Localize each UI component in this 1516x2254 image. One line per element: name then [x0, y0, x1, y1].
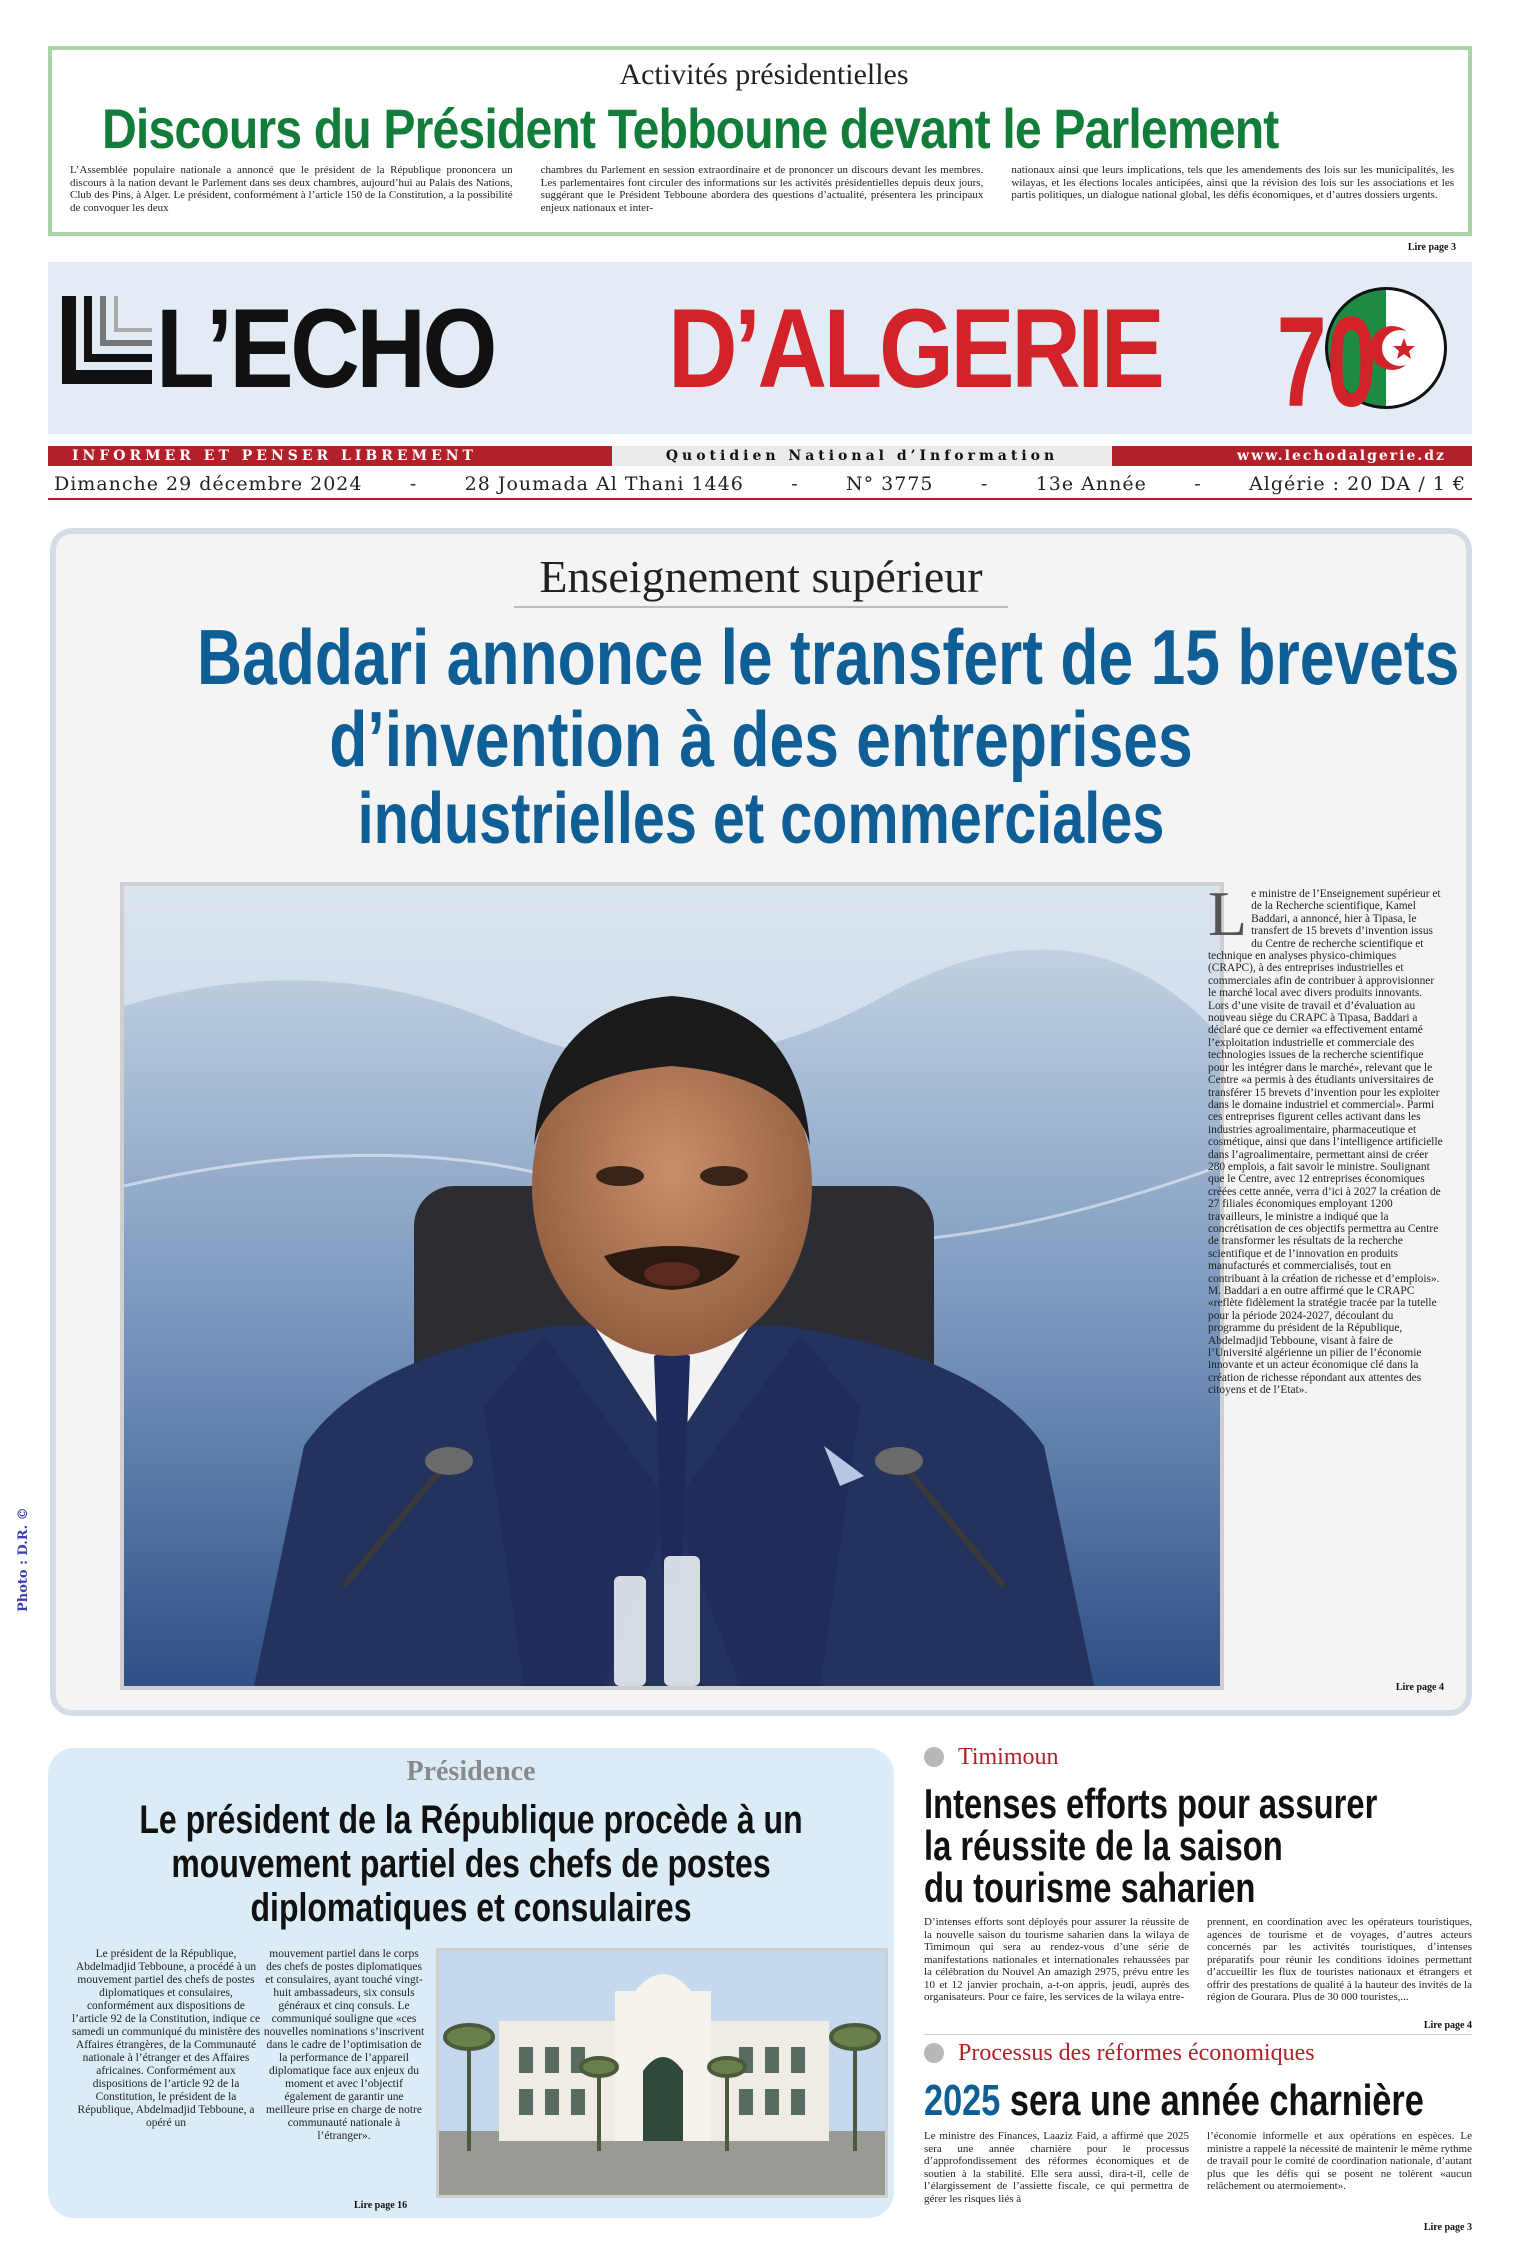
reformes-text: Le ministre des Finances, Laaziz Faid, a affirmé que 2025 sera une année charnière pour le processus d’approfondissement des réformes économiques et de soutien à la stabilité. Elle sera aussi, dira-t-il, celle de l’élargissement de l’assiette fiscale, ce qui permettra de gérer les risques liés à — [924, 2130, 1189, 2205]
main-story-headline-line[interactable]: industrielles et commerciales — [357, 779, 1165, 859]
timimoun-text: prennent, en coordination avec les opérateurs touristiques, agences de tourisme et de voyages, d’autres acteurs concernés par les activités touristiques, d’intenses préparatifs pour réunir les conditions idoines permettant d’accueillir les flux de touristes nationaux et étrangers et offrir des prestations de qualité à la hauteur des invités de la région de Gourara. Plus de 30 000 touristes,... — [1207, 1916, 1472, 2003]
dateline — [48, 470, 1472, 500]
section-divider — [924, 2034, 1472, 2035]
top-story-column: chambres du Parlement en session extraordinaire et de prononcer un discours devant les membres. Les parlementaires font circuler des informations sur les activités présidentielles depuis deux jours, suggérant que le Président Tebboune abordera des questions d’actualité, présentera les principaux enjeux nationaux et inter- — [540, 164, 984, 214]
reformes-read-more[interactable]: Lire page 3 — [1423, 2222, 1472, 2233]
reformes-columns — [924, 2130, 1472, 2205]
kicker-divider — [514, 606, 1008, 608]
masthead — [48, 262, 1472, 434]
presidence-headline-line[interactable]: diplomatiques et consulaires — [250, 1886, 692, 1930]
timimoun-headline-line[interactable]: Intenses efforts pour assurer — [924, 1780, 1378, 1827]
logo-wordmark-black: L’ECHO — [156, 286, 494, 411]
top-story-read-more[interactable]: Lire page 3 — [1407, 242, 1456, 253]
timimoun-kicker — [924, 1744, 1059, 1771]
main-story-read-more[interactable]: Lire page 4 — [1395, 1682, 1444, 1693]
reformes-text: l’économie informelle et aux opérations en espèces. Le ministre a rappelé la nécessité de maintenir le même rythme de travail pour le comité de coordination nationale, d’autant plus que les défis qui se posent ne tolèrent «aucun relâchement ou atermoiement». — [1207, 2130, 1472, 2192]
presidence-read-more[interactable]: Lire page 16 — [354, 2200, 408, 2211]
main-story-headline-line[interactable]: d’invention à des entreprises — [329, 695, 1193, 783]
minister-speaking-photo[interactable] — [120, 882, 1224, 1690]
reformes-kicker-text: Processus des réformes économiques — [958, 2040, 1315, 2066]
slogan: INFORMER ET PENSER LIBREMENT — [72, 448, 477, 464]
ministry-building-photo[interactable] — [436, 1948, 888, 2198]
anniversary-70-flag-icon — [1274, 278, 1454, 418]
main-story-kicker: Enseignement supérieur — [539, 551, 983, 602]
main-story-box — [50, 528, 1472, 1716]
timimoun-headline-line[interactable]: la réussite de la saison — [924, 1822, 1283, 1869]
logo-wordmark-red: D’ALGERIE — [668, 286, 1162, 411]
hijri-date: 28 Joumada Al Thani 1446 — [464, 473, 744, 495]
timimoun-text: D’intenses efforts sont déployés pour assurer la réussite de la nouvelle saison du tourisme saharien dans la wilaya de Timimoun qui sera au rendez-vous d’une série de manifestations nationales et internationales rehaussées par la célébration du Nouvel An amazigh 2975, prévu entre les 10 et 12 janvier prochain, a-t-on appris, jeudi, auprès des organisateurs. Pour ce faire, les services de la wilaya entre- — [924, 1916, 1189, 2003]
subtitle: Quotidien National d’Information — [612, 446, 1112, 466]
main-story-body — [1208, 878, 1444, 1397]
dateline-separator: - — [980, 473, 989, 495]
top-story-column: nationaux ainsi que leurs implications, tels que les amendements des lois sur les municipalités, les wilayas, et les élections locales anticipées, ainsi que la révision des lois sur les associations et les partis politiques, un dialogue national global, les défis économiques, et d’autres dossiers urgents. — [1011, 164, 1455, 201]
website-link[interactable]: www.lechodalgerie.dz — [1237, 448, 1446, 464]
reformes-kicker — [924, 2040, 1315, 2067]
drop-cap: L — [1208, 878, 1248, 949]
issue-number: N° 3775 — [845, 473, 934, 495]
presidence-column — [262, 1948, 426, 2143]
top-story-columns — [70, 164, 1454, 214]
logo-mark-icon — [62, 296, 152, 384]
reformes-headline[interactable] — [924, 2076, 1424, 2126]
reformes-headline-rest: sera une année charnière — [1000, 2076, 1424, 2125]
presidence-headline-line[interactable]: Le président de la République procède à un — [139, 1798, 803, 1842]
slogan-bar — [48, 446, 1472, 466]
minister-photo-illustration — [124, 886, 1220, 1686]
dateline-separator: - — [791, 473, 799, 495]
price: Algérie : 20 DA / 1 € — [1249, 473, 1466, 495]
top-story-headline[interactable]: Discours du Président Tebboune devant le Parlement — [102, 97, 1279, 160]
bullet-dot-icon — [924, 2043, 944, 2063]
dateline-separator: - — [1194, 473, 1202, 495]
main-story-headline-line[interactable]: Baddari annonce le transfert de 15 brevets — [197, 613, 1460, 701]
issue-date: Dimanche 29 décembre 2024 — [54, 473, 363, 495]
presidence-text: Le président de la République, Abdelmadjid Tebboune, a procédé à un mouvement partiel des chefs de postes diplomatiques et consulaires, conformément aux dispositions de l’article 92 de la Constitution, indique ce samedi un communiqué du ministère des Affaires étrangères, de la Communauté nationale à l’étranger et des Affaires africaines. Conformément aux dispositions de l’article 92 de la Constitution, le président de la République, Abdelmadjid Tebboune, a opéré un — [71, 1948, 261, 2129]
reformes-headline-year: 2025 — [924, 2076, 1001, 2125]
publication-year: 13e Année — [1035, 473, 1147, 495]
top-story-column: L’Assemblée populaire nationale a annoncé que le président de la République prononcera un discours à la nation devant le Parlement dans ses deux chambres, aujourd’hui au Palais des Nations, Club des Pins, à Alger. Le président, conformément à l’article 150 de la Constitution, a la possibilité de convoquer les deux — [70, 164, 513, 214]
timimoun-headline-line[interactable]: du tourisme saharien — [924, 1864, 1256, 1911]
main-story-text: e ministre de l’Enseignement supérieur et de la Recherche scientifique, Kamel Baddari, a annoncé, hier à Tipasa, le transfert de 15 brevets d’invention issus du Centre de recherche scientifique et technique en analyses physico-chimiques (CRAPC), à des entreprises industrielles et commerciales afin de contribuer à approvisionner le marché local avec divers produits innovants. Lors d’une visite de travail et d’évaluation au nouveau siège du CRAPC à Tipasa, Baddari a déclaré que ce dernier «a effectivement entamé l’exploitation industrielle et commerciale des technologies issues de la recherche scientifique pour les intégrer dans le marché», relevant que le Centre «a permis à des étudiants universitaires de transférer 15 brevets d’invention pour les exploiter dans le domaine industriel et commercial». Parmi ces entreprises figurent celles activant dans les industries agroalimentaire, pharmaceutique et cosmétique, ainsi que dans l’intelligence artificielle dans l’agroalimentaire, permettant ainsi de créer 280 emplois, a fait savoir le ministre. Soulignant que le Centre, avec 12 entreprises économiques créées cette année, verra d’ici à 2027 la création de 27 filiales économiques employant 1200 travailleurs, le ministre a indiqué que la concrétisation de ces objectifs permettra au Centre de transformer les résultats de la recherche scientifique et de l’innovation en produits manufacturés et commercialisés, tout en contribuant à la création de richesse et d’emplois». M. Baddari a en outre affirmé que le CRAPC «reflète fidèlement la stratégie tracée par la tutelle pour la période 2024-2027, découlant du programme du président de la République, Abdelmadjid Tebboune, visant à faire de l’Université algérienne un pilier de l’économie innovante et un acteur économique clé dans la création de richesse répondant aux attentes des citoyens et de l’Etat». — [1208, 888, 1443, 1397]
dateline-separator: - — [409, 473, 418, 495]
presidence-column — [68, 1948, 264, 2130]
building-illustration — [439, 1951, 885, 2195]
top-story-box — [48, 46, 1472, 236]
presidence-headline-line[interactable]: mouvement partiel des chefs de postes — [171, 1842, 771, 1886]
timimoun-read-more[interactable]: Lire page 4 — [1423, 2020, 1472, 2031]
presidence-story-box — [48, 1748, 894, 2218]
presidence-text: mouvement partiel dans le corps des chefs de postes diplomatiques et consulaires, ayant touché vingt-huit ambassadeurs, six consuls généraux et cinq consuls. Le communiqué souligne que «ces nouvelles nominations s’inscrivent dans le cadre de l’optimisation de la performance de l’appareil diplomatique face aux enjeux du moment et avec l’objectif également de garantir une meilleure prise en charge de notre communauté nationale à l’étranger». — [263, 1948, 425, 2142]
photo-credit: Photo : D.R. © — [16, 1507, 31, 1612]
top-story-kicker: Activités présidentielles — [619, 58, 909, 91]
timimoun-kicker-text: Timimoun — [958, 1744, 1059, 1770]
timimoun-columns — [924, 1916, 1472, 2004]
bullet-dot-icon — [924, 1747, 944, 1767]
anniversary-number: 70 — [1276, 291, 1377, 418]
presidence-kicker: Présidence — [406, 1756, 536, 1787]
